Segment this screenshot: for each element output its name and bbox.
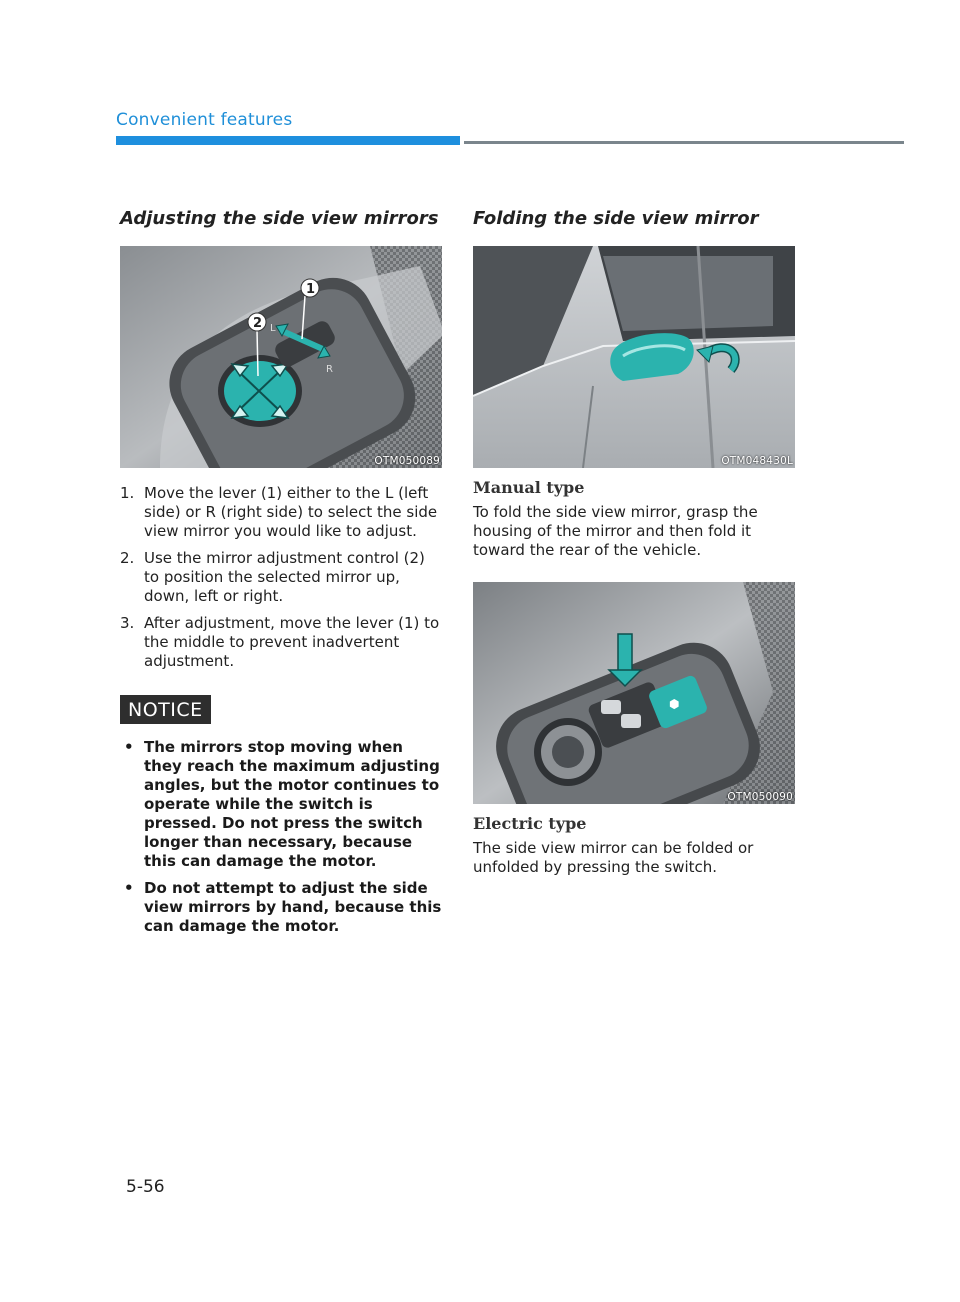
step-text: After adjustment, move the lever (1) to the middle to prevent inadvertent adjustment.	[144, 614, 440, 670]
header-title: Convenient features	[116, 110, 293, 130]
step-number: 1.	[120, 484, 135, 502]
left-column	[120, 206, 442, 944]
electric-fold-illustration	[473, 582, 795, 804]
manual-type-text: To fold the side view mirror, grasp the housing of the mirror and then fold it toward the rear of the vehicle.	[473, 503, 758, 559]
mirror-control-illustration	[120, 246, 442, 468]
electric-fold-figure	[473, 582, 795, 804]
electric-type-text: The side view mirror can be folded or unfolded by pressing the switch.	[473, 839, 754, 876]
list-item	[120, 484, 442, 541]
list-item	[120, 614, 442, 671]
figure-code: OTM050090	[727, 791, 793, 803]
step-text: Use the mirror adjustment control (2) to position the selected mirror up, down, left or right.	[144, 549, 425, 605]
notice-text: Do not attempt to adjust the side view mirrors by hand, because this can damage the motor.	[144, 879, 442, 935]
step-number: 3.	[120, 614, 135, 632]
figure-code: OTM048430L	[721, 455, 793, 467]
adjust-steps-list	[120, 484, 442, 671]
step-number: 2.	[120, 549, 135, 567]
bullet-icon: •	[124, 738, 134, 756]
lever-left-label: L	[270, 323, 276, 334]
list-item	[120, 738, 442, 871]
callout-1: 1	[306, 282, 316, 297]
header-accent-bar	[116, 136, 460, 145]
manual-fold-figure	[473, 246, 795, 468]
notice-text: The mirrors stop moving when they reach the maximum adjusting angles, but the motor continues to operate while the switch is pressed. Do not press the switch longer than necessary, because this can damage the motor.	[144, 738, 440, 870]
section-heading-folding: Folding the side view mirror	[473, 208, 759, 229]
lever-right-label: R	[326, 364, 333, 375]
notice-list	[120, 738, 442, 936]
mirror-control-figure	[120, 246, 442, 468]
right-column	[473, 206, 795, 877]
manual-fold-illustration	[473, 246, 795, 468]
page-number: 5-56	[126, 1177, 165, 1197]
manual-type-title: Manual type	[473, 478, 585, 497]
svg-text:⬢: ⬢	[669, 697, 680, 711]
list-item	[120, 549, 442, 606]
figure-code: OTM050089	[374, 455, 440, 467]
bullet-icon: •	[124, 879, 134, 897]
electric-type-title: Electric type	[473, 814, 587, 833]
callout-2: 2	[253, 316, 263, 331]
section-heading-adjusting: Adjusting the side view mirrors	[120, 208, 439, 229]
notice-badge: NOTICE	[120, 695, 211, 724]
list-item	[120, 879, 442, 936]
step-text: Move the lever (1) either to the L (left side) or R (right side) to select the side view mirror you would like to adjust.	[144, 484, 438, 540]
header-rule	[464, 141, 904, 144]
